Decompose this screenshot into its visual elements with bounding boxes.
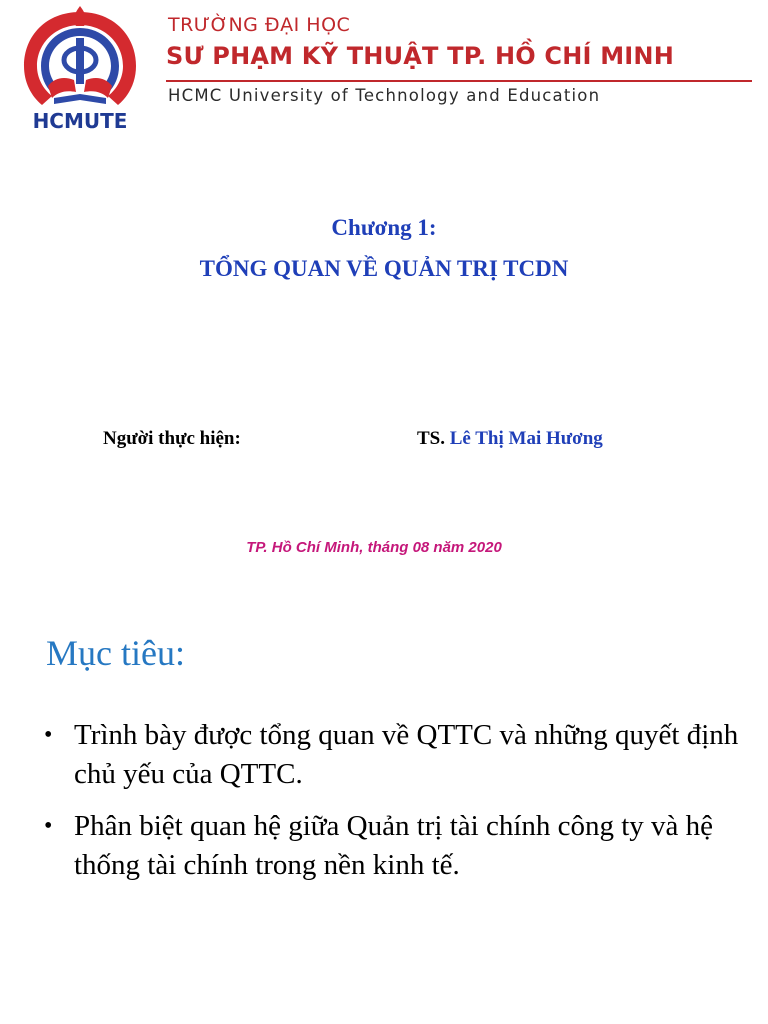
presenter <box>417 428 603 450</box>
university-name-line2: SƯ PHẠM KỸ THUẬT TP. HỒ CHÍ MINH <box>166 42 674 70</box>
hcmute-emblem-icon <box>14 4 146 132</box>
university-name-english: HCMC University of Technology and Education <box>168 86 601 105</box>
objectives-heading: Mục tiêu: <box>46 633 185 673</box>
logo-text: HCMUTE <box>32 109 128 132</box>
date-line: TP. Hồ Chí Minh, tháng 08 năm 2020 <box>246 539 502 556</box>
chapter-title: TỔNG QUAN VỀ QUẢN TRỊ TCDN <box>199 256 569 281</box>
list-item <box>44 807 744 885</box>
presenter-label: Người thực hiện: <box>103 428 241 449</box>
bullet-text: Trình bày được tổng quan về QTTC và những quyết định chủ yếu của QTTC. <box>74 719 739 790</box>
list-item <box>44 716 744 794</box>
presenter-name: Lê Thị Mai Hương <box>449 428 603 449</box>
university-logo <box>14 4 146 132</box>
presenter-title: TS. <box>417 428 445 449</box>
objectives-list <box>44 716 744 898</box>
objectives-slide <box>0 600 768 1024</box>
chapter-number: Chương 1: <box>331 215 437 240</box>
university-name-line1: TRƯỜNG ĐẠI HỌC <box>168 14 351 36</box>
bullet-icon: • <box>44 722 53 748</box>
bullet-text: Phân biệt quan hệ giữa Quản trị tài chính công ty và hệ thống tài chính trong nền kinh tế. <box>74 810 714 881</box>
header-divider <box>166 80 752 82</box>
bullet-icon: • <box>44 813 53 839</box>
